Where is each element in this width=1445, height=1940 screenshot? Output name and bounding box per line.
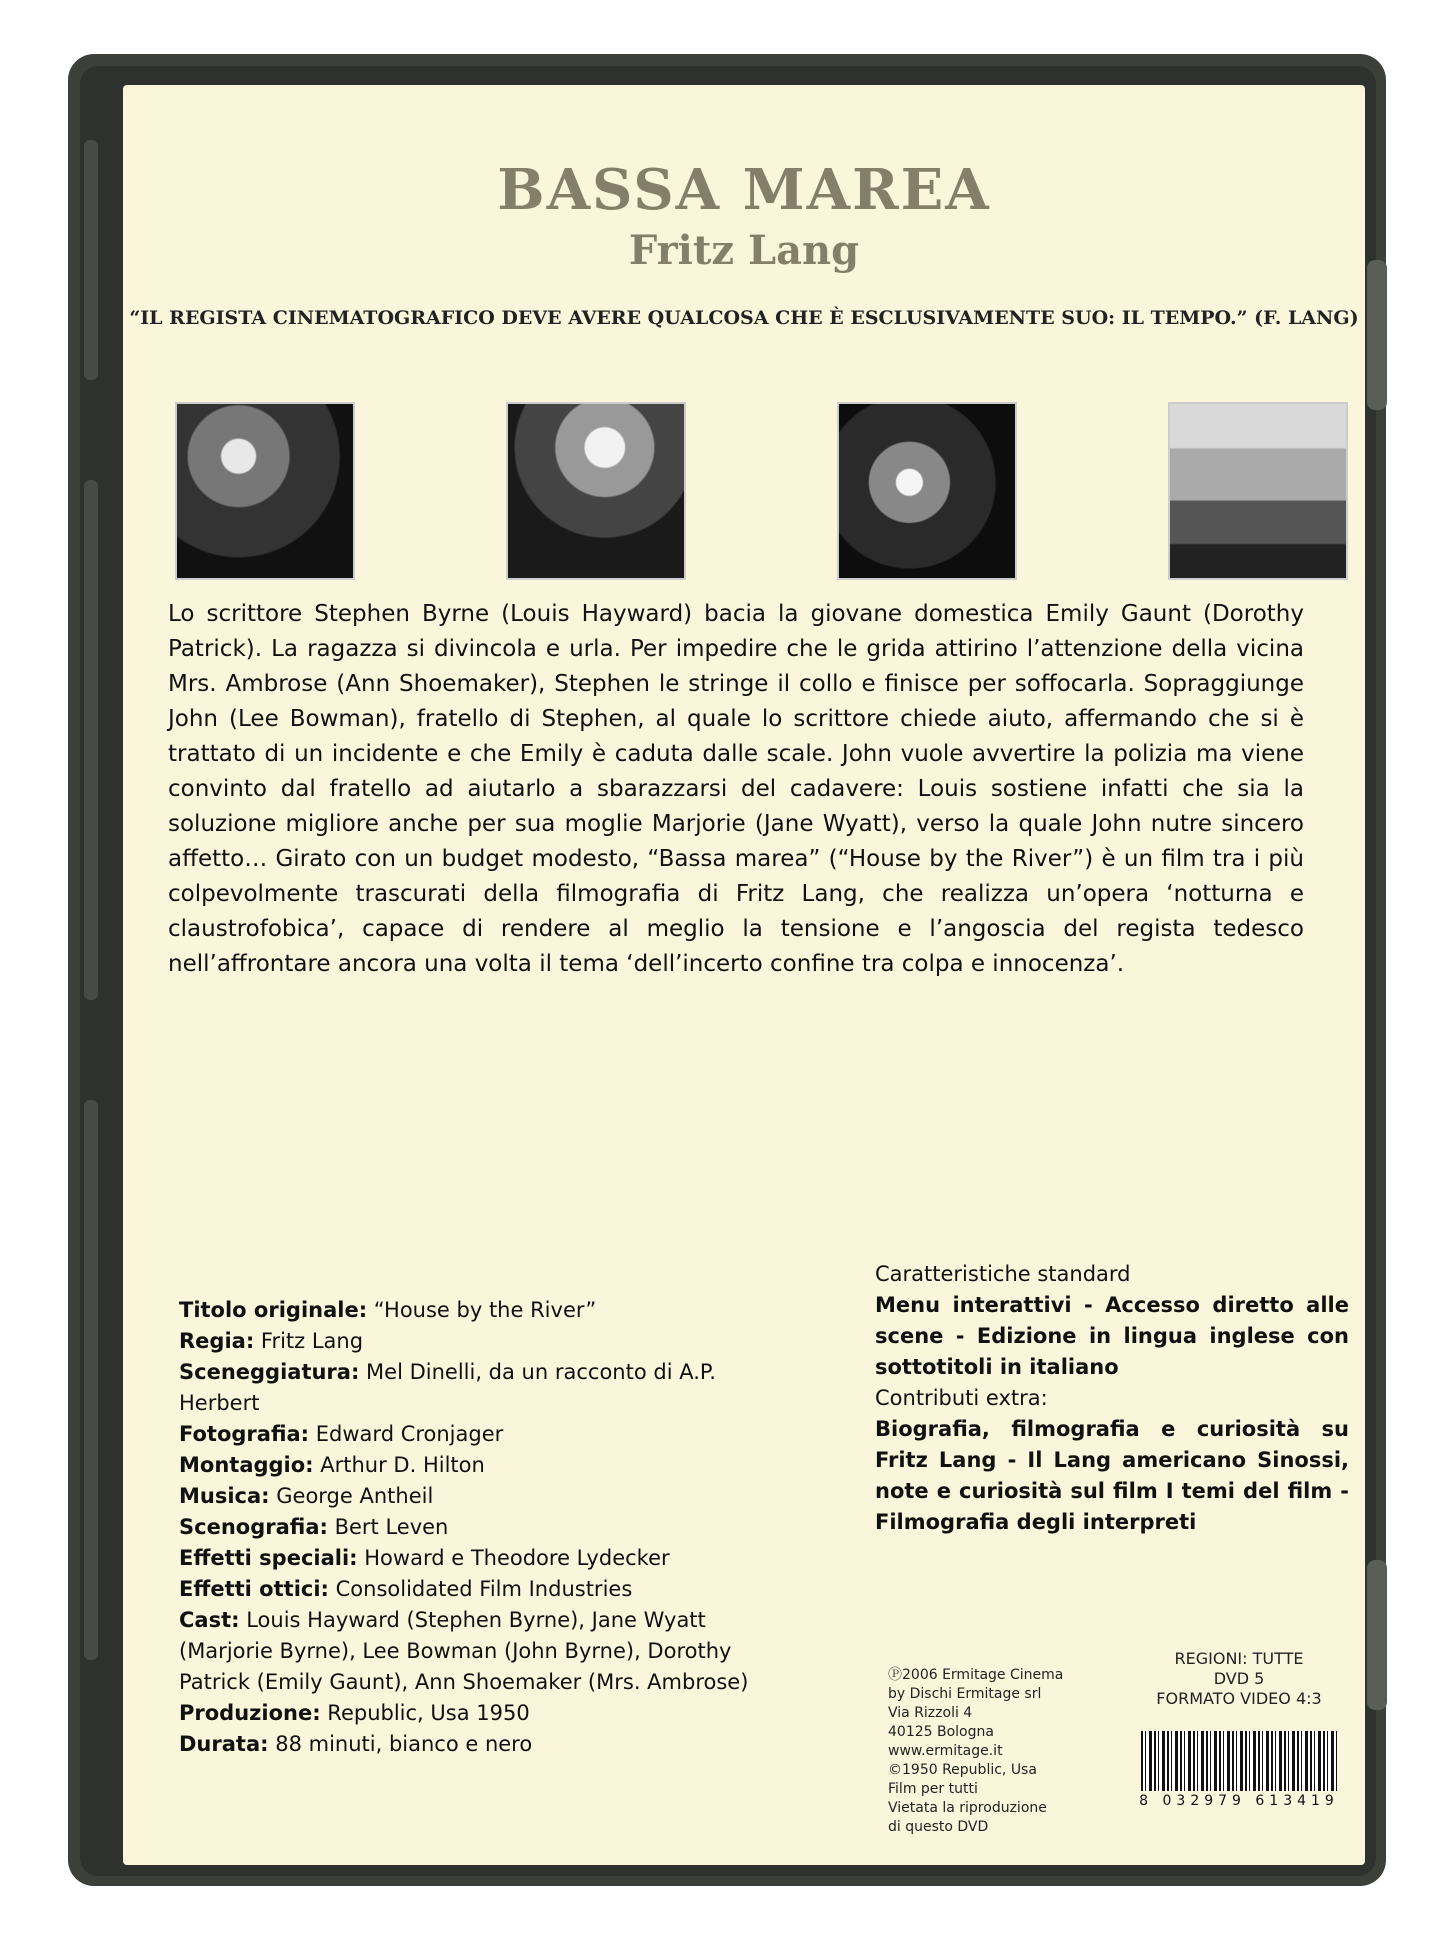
synopsis: Lo scrittore Stephen Byrne (Louis Hayward) bacia la giovane domestica Emily Gaunt (Dorothy Patrick). La ragazza si divincola e urla. Per impedire che le grida attirino l’attenzione della vicina Mrs. Ambrose (Ann Shoemaker), Stephen le stringe il collo e finisce per soffocarla. Sopraggiunge John (Lee Bowman), fratello di Stephen, al quale lo scrittore chiede aiuto, affermando che si è trattato di un incidente e che Emily è caduta dalle scale. John vuole avvertire la polizia ma viene convinto dal fratello ad aiutarlo a sbarazzarsi del cadavere: Louis sostiene infatti che sia la soluzione migliore anche per sua moglie Marjorie (Jane Wyatt), verso la quale John nutre sincero affetto… Girato con un budget modesto, “Bassa marea” (“House by the River”) è un film tra i più colpevolmente trascurati della filmografia di Fritz Lang, che realizza un’opera ‘notturna e claustrofobica’, capace di rendere al meglio la tensione e l’angoscia del regista tedesco nell’affrontare ancora una volta il tema ‘dell’incerto confine tra colpa e innocenza’.: [168, 601, 1304, 977]
disc-type-label: DVD 5: [1213, 1669, 1265, 1688]
publisher-line: di questo DVD: [888, 1819, 989, 1835]
movie-title: BASSA MAREA: [497, 157, 991, 223]
extra-features-text: Biografia, filmografia e curiosità su Fritz Lang - Il Lang americano Sinossi, note e curiosità sul film I temi del film - Filmografia degli interpreti: [875, 1417, 1349, 1534]
publisher-line: www.ermitage.it: [888, 1743, 1003, 1759]
standard-features-text: Menu interattivi - Accesso diretto alle scene - Edizione in lingua inglese con sottotitoli in italiano: [875, 1293, 1349, 1379]
credits-list: [179, 1295, 799, 1760]
publisher-line: Via Rizzoli 4: [888, 1705, 973, 1721]
case-clip: [1367, 260, 1387, 410]
extra-features-heading: Contributi extra:: [875, 1386, 1048, 1410]
publisher-line: Vietata la riproduzione: [888, 1800, 1047, 1816]
credit-row: Durata: 88 minuti, bianco e nero: [179, 1732, 533, 1756]
director-name: Fritz Lang: [628, 227, 860, 274]
publisher-line: Film per tutti: [888, 1781, 978, 1797]
film-still-image: [837, 402, 1017, 580]
standard-features-heading: Caratteristiche standard: [875, 1262, 1131, 1286]
film-still-image: [175, 402, 355, 580]
publisher-info: [888, 1666, 1108, 1837]
case-spine-ridge: [84, 480, 98, 1000]
video-format-label: FORMATO VIDEO 4:3: [1156, 1689, 1322, 1708]
credit-row: Effetti ottici: Consolidated Film Industries: [179, 1577, 633, 1601]
barcode-number: 8 032979 613419: [1133, 1793, 1345, 1809]
case-spine-ridge: [84, 140, 98, 380]
back-cover: [123, 85, 1365, 1865]
credit-row: Regia: Fritz Lang: [179, 1329, 364, 1353]
barcode-image: [1141, 1731, 1337, 1791]
dvd-features: [875, 1259, 1349, 1538]
dvd-specs: [1141, 1649, 1337, 1709]
credit-row: Effetti speciali: Howard e Theodore Lydecker: [179, 1546, 670, 1570]
film-still-image: [506, 402, 686, 580]
publisher-line: by Dischi Ermitage srl: [888, 1686, 1042, 1702]
publisher-line: ©1950 Republic, Usa: [888, 1762, 1037, 1778]
case-spine-ridge: [84, 1100, 98, 1660]
publisher-line: Ⓟ2006 Ermitage Cinema: [888, 1667, 1064, 1683]
credit-row: Cast: Louis Hayward (Stephen Byrne), Jane Wyatt (Marjorie Byrne), Lee Bowman (John Byrne), Dorothy Patrick (Emily Gaunt), Ann Shoemaker (Mrs. Ambrose): [179, 1608, 749, 1694]
publisher-line: 40125 Bologna: [888, 1724, 994, 1740]
director-quote: “IL REGISTA CINEMATOGRAFICO DEVE AVERE QUALCOSA CHE È ESCLUSIVAMENTE SUO: IL TEMPO.” (F. LANG): [129, 307, 1359, 329]
film-stills: [123, 402, 1365, 582]
credit-row: Sceneggiatura: Mel Dinelli, da un racconto di A.P. Herbert: [179, 1360, 716, 1415]
case-clip: [1367, 1560, 1387, 1710]
regions-label: REGIONI: TUTTE: [1174, 1649, 1304, 1668]
credit-row: Montaggio: Arthur D. Hilton: [179, 1453, 485, 1477]
credit-row: Musica: George Antheil: [179, 1484, 434, 1508]
credit-row: Fotografia: Edward Cronjager: [179, 1422, 504, 1446]
credit-row: Titolo originale: “House by the River”: [179, 1298, 597, 1322]
credit-row: Produzione: Republic, Usa 1950: [179, 1701, 530, 1725]
credit-row: Scenografia: Bert Leven: [179, 1515, 449, 1539]
film-still-image: [1168, 402, 1348, 580]
